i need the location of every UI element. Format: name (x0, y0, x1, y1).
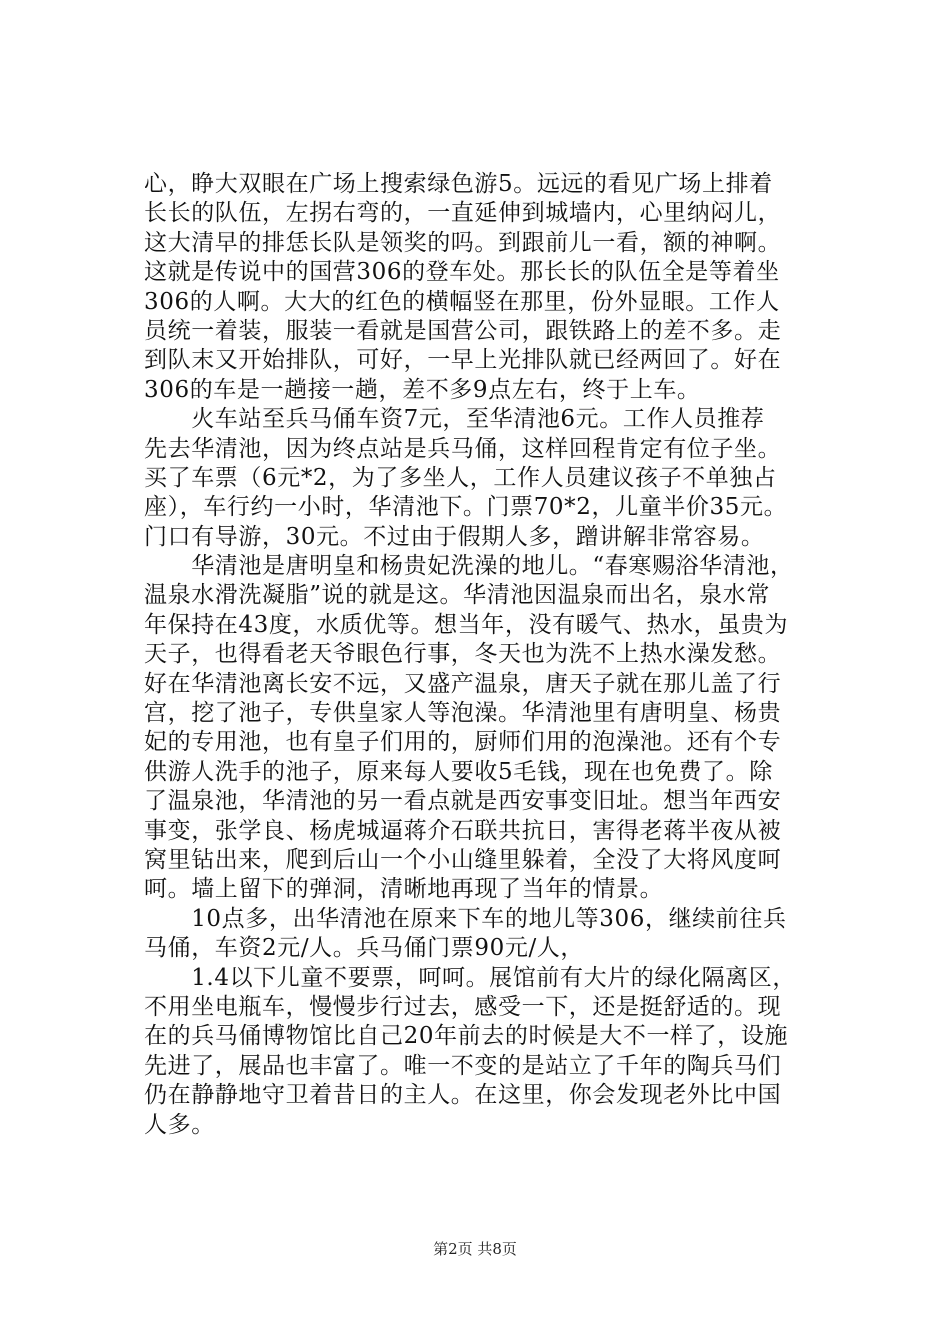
text-line: 了温泉池，华清池的另一看点就是西安事变旧址。想当年西安 (144, 788, 782, 815)
text-line: 座），车行约一小时，华清池下。门票70*2，儿童半价35元。 (144, 494, 788, 521)
text-line: 306的车是一趟接一趟，差不多9点左右，终于上车。 (144, 376, 701, 403)
text-line: 华清池是唐明皇和杨贵妃洗澡的地儿。“春寒赐浴华清池， (144, 553, 794, 580)
text-line: 人多。 (144, 1111, 215, 1138)
text-line: 1.4以下儿童不要票，呵呵。展馆前有大片的绿化隔离区， (144, 964, 796, 991)
text-line: 306的人啊。大大的红色的横幅竖在那里，份外显眼。工作人 (144, 288, 780, 315)
text-line: 长长的队伍，左拐右弯的，一直延伸到城墙内，心里纳闷儿， (144, 200, 782, 227)
text-line: 员统一着装，服装一看就是国营公司，跟铁路上的差不多。走 (144, 317, 782, 344)
text-line: 在的兵马俑博物馆比自己20年前去的时候是大不一样了，设施 (144, 1023, 789, 1050)
text-line: 先进了，展品也丰富了。唯一不变的是站立了千年的陶兵马们 (144, 1052, 782, 1079)
text-line: 先去华清池，因为终点站是兵马俑，这样回程肯定有位子坐。 (144, 435, 782, 462)
text-line: 10点多，出华清池在原来下车的地儿等306，继续前往兵 (144, 905, 787, 932)
text-line: 供游人洗手的池子，原来每人要收5毛钱，现在也免费了。除 (144, 758, 773, 785)
text-line: 火车站至兵马俑车资7元，至华清池6元。工作人员推荐 (144, 406, 765, 433)
text-line: 窝里钻出来，爬到后山一个小山缝里躲着，全没了大将风度呵 (144, 846, 782, 873)
text-line: 天子，也得看老天爷眼色行事，冬天也为洗不上热水澡发愁。 (144, 641, 782, 668)
text-line: 宫，挖了池子，专供皇家人等泡澡。华清池里有唐明皇、杨贵 (144, 700, 782, 727)
page-number-footer: 第2页 共8页 (433, 1240, 517, 1258)
text-line: 买了车票（6元*2，为了多坐人，工作人员建议孩子不单独占 (144, 464, 777, 491)
text-line: 事变，张学良、杨虎城逼蒋介石联共抗日，害得老蒋半夜从被 (144, 817, 782, 844)
text-line: 呵。墙上留下的弹洞，清晰地再现了当年的情景。 (144, 876, 664, 903)
text-line: 这大清早的排恁长队是领奖的吗。到跟前儿一看，额的神啊。 (144, 229, 782, 256)
text-line: 到队末又开始排队，可好，一早上光排队就已经两回了。好在 (144, 347, 782, 374)
text-line: 妃的专用池，也有皇子们用的，厨师们用的泡澡池。还有个专 (144, 729, 782, 756)
document-body (144, 170, 816, 1140)
text-line: 这就是传说中的国营306的登车处。那长长的队伍全是等着坐 (144, 259, 780, 286)
text-line: 马俑，车资2元/人。兵马俑门票90元/人， (144, 935, 584, 962)
text-line: 年保持在43度，水质优等。想当年，没有暖气、热水，虽贵为 (144, 611, 789, 638)
text-line: 心，睁大双眼在广场上搜索绿色游5。远远的看见广场上排着 (144, 171, 773, 197)
text-line: 温泉水滑洗凝脂”说的就是这。华清池因温泉而出名，泉水常 (144, 582, 770, 609)
text-line: 不用坐电瓶车，慢慢步行过去，感受一下，还是挺舒适的。现 (144, 993, 782, 1020)
text-line: 仍在静静地守卫着昔日的主人。在这里，你会发现老外比中国 (144, 1082, 782, 1109)
text-line: 门口有导游，30元。不过由于假期人多，蹭讲解非常容易。 (144, 523, 765, 550)
text-line: 好在华清池离长安不远，又盛产温泉，唐天子就在那儿盖了行 (144, 670, 782, 697)
